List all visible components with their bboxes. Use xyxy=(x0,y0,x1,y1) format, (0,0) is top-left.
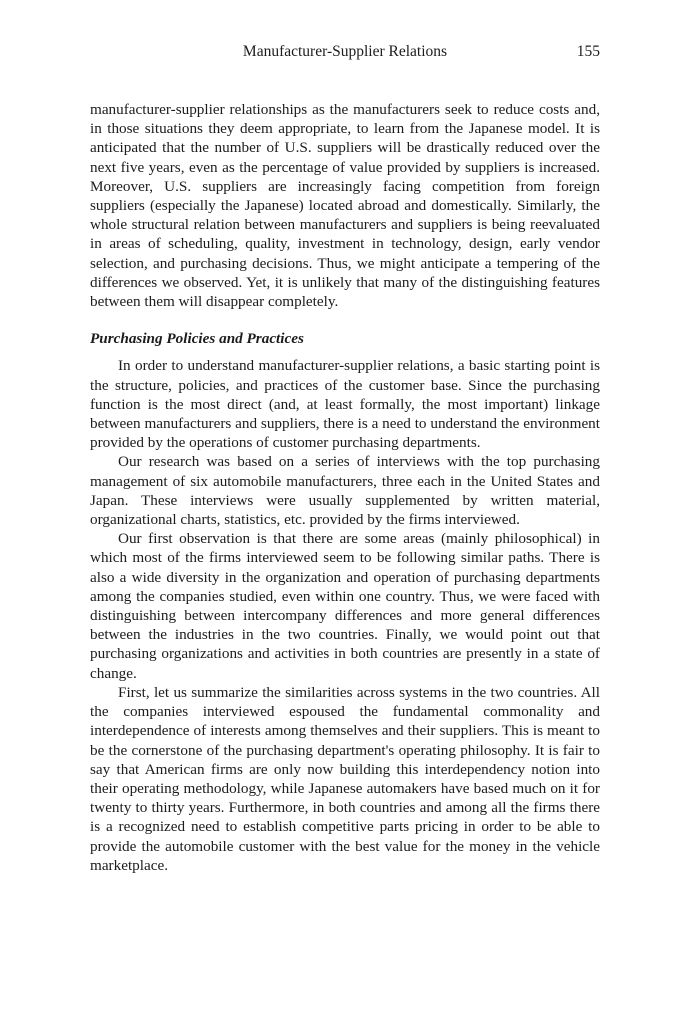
body-text xyxy=(90,100,600,875)
paragraph-3: Our first observation is that there are some areas (mainly philosophical) in which most of the firms interviewed seem to be following similar paths. There is also a wide diversity in the organization and operation of purchasing departments among the companies studied, even within one country. Thus, we were faced with distinguishing between intercompany differences and more general differences between the industries in the two countries. Finally, we would point out that purchasing organizations and activities in both countries are presently in a state of change. xyxy=(90,530,600,682)
paragraph-1: In order to understand manufacturer-supplier relations, a basic starting point is the structure, policies, and practices of the customer base. Since the purchasing function is the most direct (and, at least formally, the most important) linkage between manufacturers and suppliers, there is a need to understand the environment provided by the operations of customer purchasing departments. xyxy=(90,357,600,452)
continued-paragraph: manufacturer-supplier relationships as the manufacturers seek to reduce costs and, in those situations they deem appropriate, to learn from the Japanese model. It is anticipated that the number of U.S. suppliers will be drastically reduced over the next five years, even as the percentage of value provided by suppliers is increased. Moreover, U.S. suppliers are increasingly facing competition from foreign suppliers (especially the Japanese) located abroad and domestically. Similarly, the whole structural relation between manufacturers and suppliers is being reevaluated in areas of scheduling, quality, investment in technology, design, early vendor selection, and purchasing decisions. Thus, we might anticipate a tempering of the differences we observed. Yet, it is unlikely that many of the distinguishing features between them will disappear completely. xyxy=(90,101,600,311)
section-heading: Purchasing Policies and Practices xyxy=(90,330,304,348)
page-number: 155 xyxy=(576,43,600,60)
paragraph-2: Our research was based on a series of interviews with the top purchasing management of six automobile manufacturers, three each in the United States and Japan. These interviews were usually supplemented by written material, organizational charts, statistics, etc. provided by the firms interviewed. xyxy=(90,453,600,529)
running-head-title: Manufacturer-Supplier Relations xyxy=(242,43,448,60)
running-head xyxy=(90,42,600,62)
paragraph-4: First, let us summarize the similarities across systems in the two countries. All the companies interviewed espoused the fundamental commonality and interdependence of interests among themselves and their suppliers. This is meant to be the cornerstone of the purchasing department's operating philosophy. It is fair to say that American firms are only now building this interdependency notion into their operating methodology, while Japanese automakers have based much on it for twenty to thirty years. Furthermore, in both countries and among all the firms there is a recognized need to establish competitive parts pricing in order to be able to provide the automobile customer with the best value for the money in the vehicle marketplace. xyxy=(90,683,600,874)
